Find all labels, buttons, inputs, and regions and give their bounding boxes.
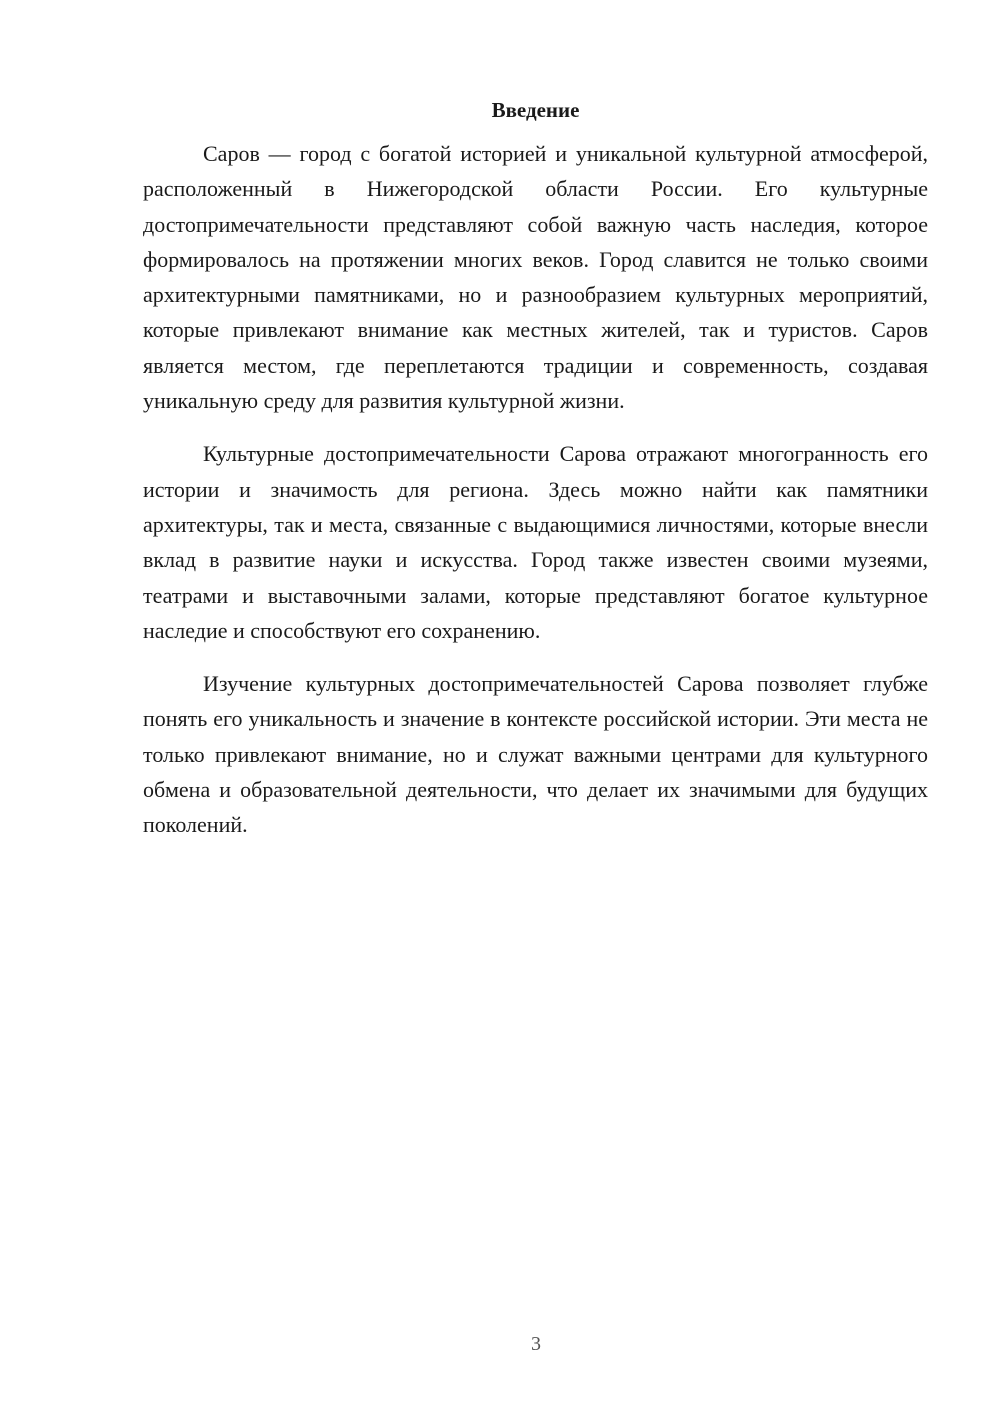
paragraph-1: Саров — город с богатой историей и уникальной культурной атмосферой, расположенный в Нижегородской области России. Его культурные достопримечательности представляют собой важную часть наследия, которое формировалось на протяжении многих веков. Город славится не только своими архитектурными памятниками, но и разнообразием культурных мероприятий, которые привлекают внимание как местных жителей, так и туристов. Саров является местом, где переплетаются традиции и современность, создавая уникальную среду для развития культурной жизни. (143, 141, 928, 414)
page-number: 3 (531, 1333, 541, 1355)
document-body (143, 93, 928, 861)
section-heading: Введение (491, 98, 580, 122)
paragraph-2: Культурные достопримечательности Сарова отражают многогранность его истории и значимость для региона. Здесь можно найти как памятники архитектуры, так и места, связанные с выдающимися личностями, которые внесли вклад в развитие науки и искусства. Город также известен своими музеями, театрами и выставочными залами, которые представляют богатое культурное наследие и способствуют его сохранению. (143, 441, 928, 643)
paragraph-3: Изучение культурных достопримечательностей Сарова позволяет глубже понять его уникальность и значение в контексте российской истории. Эти места не только привлекают внимание, но и служат важными центрами для культурного обмена и образовательной деятельности, что делает их значимыми для будущих поколений. (143, 671, 928, 838)
